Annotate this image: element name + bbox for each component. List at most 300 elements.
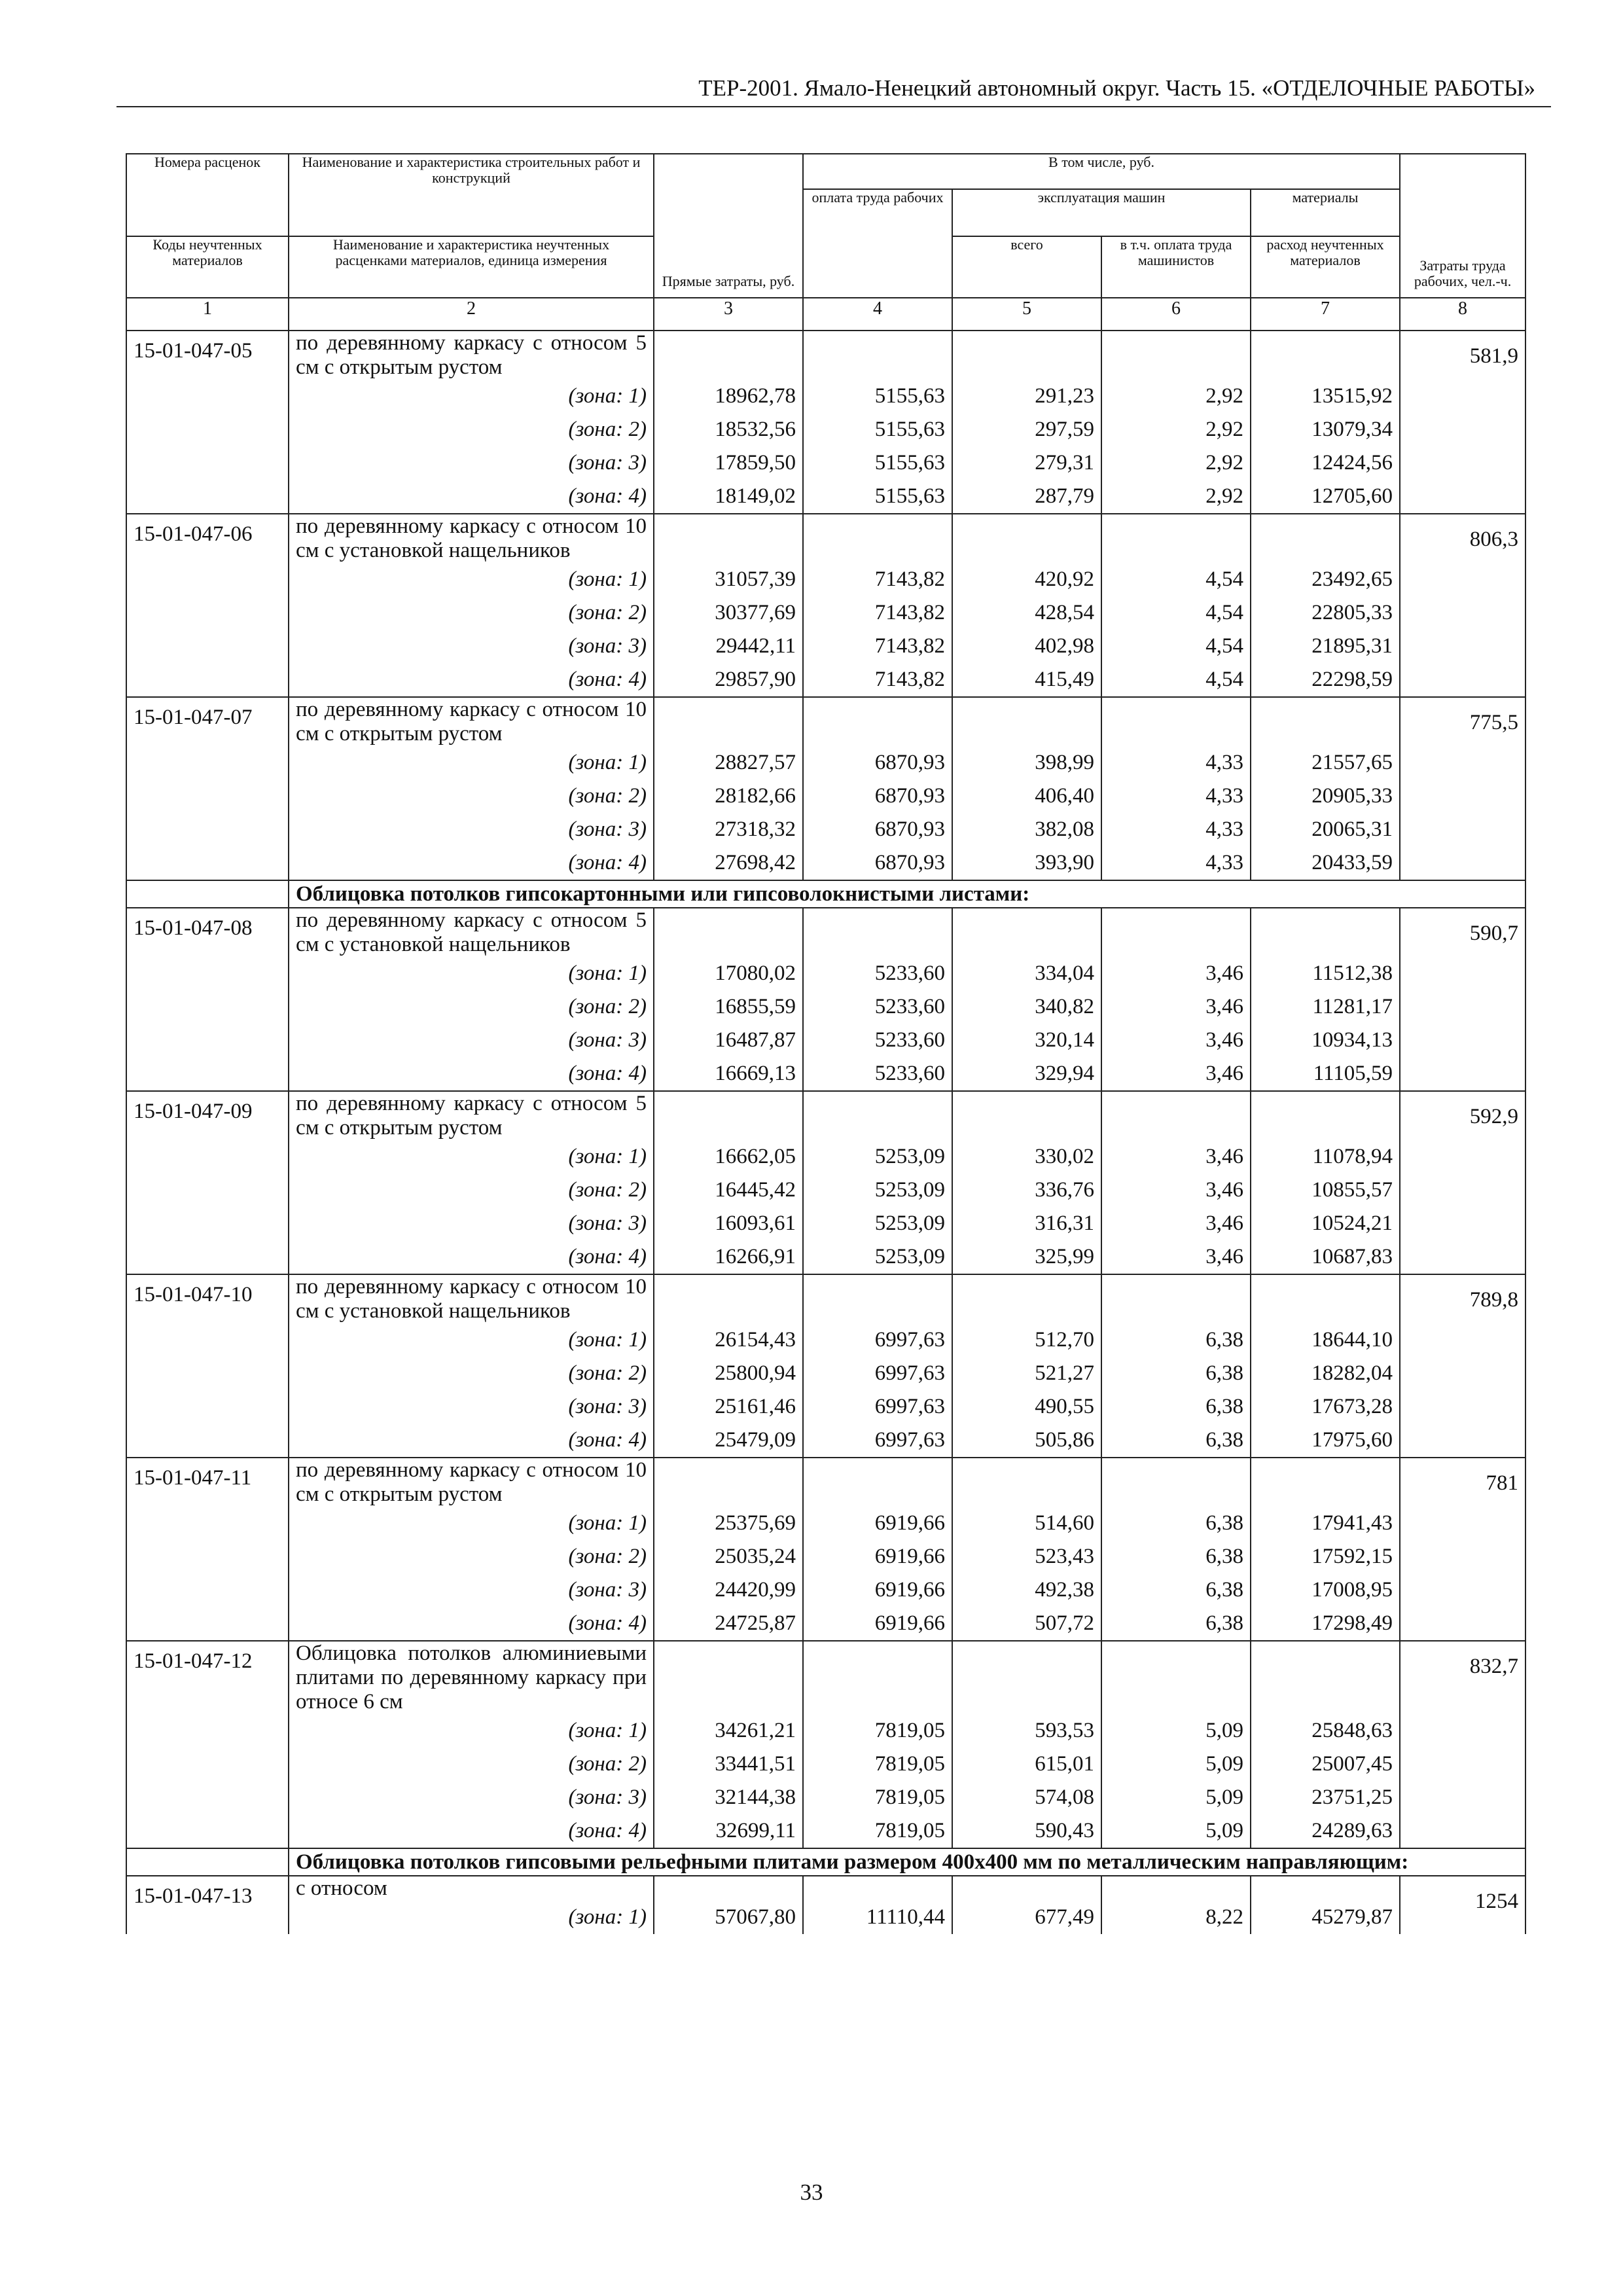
materials-cost: 11105,59 [1251, 1057, 1400, 1091]
column-number: 4 [803, 298, 952, 331]
zone-label: (зона: 4) [289, 1607, 654, 1641]
empty-cell [654, 697, 803, 746]
header-including: В том числе, руб. [803, 154, 1400, 189]
materials-cost: 17941,43 [1251, 1507, 1400, 1540]
machines-cost: 415,49 [952, 663, 1101, 697]
direct-cost: 34261,21 [654, 1714, 803, 1748]
header-materials: материалы [1251, 189, 1400, 236]
machinists-cost: 3,46 [1101, 1140, 1251, 1174]
direct-cost: 17859,50 [654, 446, 803, 480]
machinists-cost: 4,54 [1101, 663, 1251, 697]
wages-cost: 5155,63 [803, 380, 952, 413]
direct-cost: 26154,43 [654, 1323, 803, 1357]
rate-row [126, 697, 1525, 746]
machines-cost: 677,49 [952, 1901, 1101, 1934]
header-col3: Прямые затраты, руб. [654, 154, 803, 298]
zone-label: (зона: 2) [289, 780, 654, 813]
wages-cost: 6919,66 [803, 1573, 952, 1607]
machines-cost: 320,14 [952, 1024, 1101, 1057]
materials-cost: 23751,25 [1251, 1781, 1400, 1814]
empty-cell [1251, 1274, 1400, 1323]
rate-name: по деревянному каркасу с относом 5 см с открытым рустом [289, 1091, 654, 1140]
direct-cost: 18962,78 [654, 380, 803, 413]
machinists-cost: 6,38 [1101, 1424, 1251, 1458]
machines-cost: 297,59 [952, 413, 1101, 446]
machinists-cost: 2,92 [1101, 413, 1251, 446]
machines-cost: 334,04 [952, 957, 1101, 990]
zone-label: (зона: 2) [289, 1540, 654, 1573]
empty-cell [1101, 697, 1251, 746]
machines-cost: 291,23 [952, 380, 1101, 413]
wages-cost: 5233,60 [803, 1057, 952, 1091]
materials-cost: 24289,63 [1251, 1814, 1400, 1848]
header-row-1 [126, 154, 1525, 189]
empty-cell [803, 1876, 952, 1901]
materials-cost: 10855,57 [1251, 1174, 1400, 1207]
wages-cost: 6919,66 [803, 1607, 952, 1641]
empty-cell [952, 1641, 1101, 1714]
labor-cost: 1254 [1400, 1876, 1525, 1934]
machinists-cost: 6,38 [1101, 1357, 1251, 1390]
wages-cost: 6919,66 [803, 1540, 952, 1573]
materials-cost: 10524,21 [1251, 1207, 1400, 1240]
wages-cost: 7819,05 [803, 1714, 952, 1748]
column-number: 3 [654, 298, 803, 331]
zone-row [126, 1748, 1525, 1781]
machinists-cost: 3,46 [1101, 1240, 1251, 1274]
machines-cost: 329,94 [952, 1057, 1101, 1091]
materials-cost: 17008,95 [1251, 1573, 1400, 1607]
wages-cost: 5253,09 [803, 1140, 952, 1174]
direct-cost: 30377,69 [654, 596, 803, 630]
rate-row [126, 1091, 1525, 1140]
machines-cost: 521,27 [952, 1357, 1101, 1390]
direct-cost: 16487,87 [654, 1024, 803, 1057]
empty-cell [654, 1876, 803, 1901]
empty-cell [1101, 1458, 1251, 1507]
rate-row [126, 908, 1525, 957]
zone-row [126, 780, 1525, 813]
zone-row [126, 813, 1525, 846]
wages-cost: 5253,09 [803, 1174, 952, 1207]
direct-cost: 28182,66 [654, 780, 803, 813]
header-col2-bottom: Наименование и характеристика неучтенных расценками материалов, единица измерения [289, 236, 654, 298]
zone-label: (зона: 2) [289, 413, 654, 446]
empty-cell [654, 908, 803, 957]
zone-row [126, 1357, 1525, 1390]
materials-cost: 21557,65 [1251, 746, 1400, 780]
materials-cost: 22805,33 [1251, 596, 1400, 630]
machinists-cost: 4,33 [1101, 846, 1251, 880]
direct-cost: 25375,69 [654, 1507, 803, 1540]
column-number: 6 [1101, 298, 1251, 331]
materials-cost: 12424,56 [1251, 446, 1400, 480]
wages-cost: 7819,05 [803, 1814, 952, 1848]
wages-cost: 6997,63 [803, 1424, 952, 1458]
materials-cost: 20905,33 [1251, 780, 1400, 813]
empty-cell [1101, 1274, 1251, 1323]
direct-cost: 16093,61 [654, 1207, 803, 1240]
rate-code: 15-01-047-11 [126, 1458, 289, 1641]
zone-label: (зона: 4) [289, 663, 654, 697]
direct-cost: 24725,87 [654, 1607, 803, 1641]
direct-cost: 57067,80 [654, 1901, 803, 1934]
header-col6: в т.ч. оплата труда машинистов [1101, 236, 1251, 298]
machinists-cost: 4,54 [1101, 596, 1251, 630]
wages-cost: 7143,82 [803, 663, 952, 697]
empty-cell [803, 1274, 952, 1323]
machinists-cost: 2,92 [1101, 446, 1251, 480]
wages-cost: 7143,82 [803, 630, 952, 663]
direct-cost: 32699,11 [654, 1814, 803, 1848]
machines-cost: 279,31 [952, 446, 1101, 480]
zone-label: (зона: 3) [289, 1207, 654, 1240]
column-number: 8 [1400, 298, 1525, 331]
empty-cell [1251, 1091, 1400, 1140]
rate-name: Облицовка потолков алюминиевыми плитами по деревянному каркасу при относе 6 см [289, 1641, 654, 1714]
zone-row [126, 596, 1525, 630]
machines-cost: 402,98 [952, 630, 1101, 663]
zone-row [126, 1714, 1525, 1748]
labor-cost: 590,7 [1400, 908, 1525, 1091]
empty-cell [1251, 1458, 1400, 1507]
empty-cell [1101, 1091, 1251, 1140]
wages-cost: 5233,60 [803, 1024, 952, 1057]
direct-cost: 28827,57 [654, 746, 803, 780]
rate-code: 15-01-047-13 [126, 1876, 289, 1934]
zone-label: (зона: 1) [289, 957, 654, 990]
wages-cost: 6870,93 [803, 813, 952, 846]
machinists-cost: 4,54 [1101, 563, 1251, 596]
materials-cost: 17592,15 [1251, 1540, 1400, 1573]
empty-cell [952, 1274, 1101, 1323]
materials-cost: 45279,87 [1251, 1901, 1400, 1934]
machines-cost: 330,02 [952, 1140, 1101, 1174]
machinists-cost: 3,46 [1101, 1024, 1251, 1057]
zone-row [126, 1814, 1525, 1848]
machinists-cost: 6,38 [1101, 1507, 1251, 1540]
machines-cost: 590,43 [952, 1814, 1101, 1848]
machinists-cost: 8,22 [1101, 1901, 1251, 1934]
machinists-cost: 4,54 [1101, 630, 1251, 663]
empty-cell [952, 1091, 1101, 1140]
header-col2-top: Наименование и характеристика строительных работ и конструкций [289, 154, 654, 236]
section-title: Облицовка потолков гипсовыми рельефными плитами размером 400х400 мм по металлическим направляющим: [289, 1848, 1525, 1876]
section-row [126, 880, 1525, 908]
machines-cost: 420,92 [952, 563, 1101, 596]
empty-cell [952, 514, 1101, 563]
zone-label: (зона: 1) [289, 380, 654, 413]
empty-cell [654, 1641, 803, 1714]
zone-label: (зона: 4) [289, 480, 654, 514]
zone-row [126, 663, 1525, 697]
direct-cost: 27698,42 [654, 846, 803, 880]
zone-label: (зона: 4) [289, 1240, 654, 1274]
rate-code: 15-01-047-07 [126, 697, 289, 880]
zone-label: (зона: 2) [289, 1174, 654, 1207]
materials-cost: 13515,92 [1251, 380, 1400, 413]
zone-row [126, 1024, 1525, 1057]
zone-row [126, 1390, 1525, 1424]
wages-cost: 5233,60 [803, 957, 952, 990]
zone-row [126, 1174, 1525, 1207]
zone-row [126, 1901, 1525, 1934]
machines-cost: 514,60 [952, 1507, 1101, 1540]
zone-label: (зона: 4) [289, 1424, 654, 1458]
zone-label: (зона: 2) [289, 1748, 654, 1781]
empty-cell [1251, 1641, 1400, 1714]
column-number-row [126, 298, 1525, 331]
materials-cost: 20065,31 [1251, 813, 1400, 846]
machines-cost: 325,99 [952, 1240, 1101, 1274]
wages-cost: 6870,93 [803, 746, 952, 780]
zone-label: (зона: 2) [289, 990, 654, 1024]
zone-row [126, 446, 1525, 480]
rate-row [126, 1876, 1525, 1901]
materials-cost: 20433,59 [1251, 846, 1400, 880]
zone-label: (зона: 3) [289, 630, 654, 663]
header-col1-top: Номера расценок [126, 154, 289, 236]
materials-cost: 13079,34 [1251, 413, 1400, 446]
rate-name: по деревянному каркасу с относом 5 см с открытым рустом [289, 331, 654, 380]
labor-cost: 789,8 [1400, 1274, 1525, 1458]
zone-row [126, 413, 1525, 446]
empty-cell [1251, 331, 1400, 380]
machinists-cost: 6,38 [1101, 1540, 1251, 1573]
rate-code: 15-01-047-12 [126, 1641, 289, 1848]
machinists-cost: 5,09 [1101, 1814, 1251, 1848]
direct-cost: 33441,51 [654, 1748, 803, 1781]
machines-cost: 336,76 [952, 1174, 1101, 1207]
machinists-cost: 5,09 [1101, 1781, 1251, 1814]
empty-cell [952, 1458, 1101, 1507]
header-machines: эксплуатация машин [952, 189, 1251, 236]
direct-cost: 25161,46 [654, 1390, 803, 1424]
machinists-cost: 3,46 [1101, 1057, 1251, 1091]
labor-cost: 781 [1400, 1458, 1525, 1641]
zone-row [126, 746, 1525, 780]
empty-cell [1101, 908, 1251, 957]
empty-cell [654, 331, 803, 380]
zone-row [126, 990, 1525, 1024]
empty-cell [1251, 697, 1400, 746]
labor-cost: 581,9 [1400, 331, 1525, 514]
empty-cell [1101, 514, 1251, 563]
zone-row [126, 480, 1525, 514]
zone-row [126, 630, 1525, 663]
wages-cost: 7819,05 [803, 1781, 952, 1814]
direct-cost: 29442,11 [654, 630, 803, 663]
empty-cell [1251, 514, 1400, 563]
machinists-cost: 5,09 [1101, 1714, 1251, 1748]
direct-cost: 25479,09 [654, 1424, 803, 1458]
direct-cost: 25035,24 [654, 1540, 803, 1573]
wages-cost: 5155,63 [803, 446, 952, 480]
labor-cost: 592,9 [1400, 1091, 1525, 1274]
machines-cost: 393,90 [952, 846, 1101, 880]
labor-cost: 806,3 [1400, 514, 1525, 697]
wages-cost: 11110,44 [803, 1901, 952, 1934]
empty-cell [952, 331, 1101, 380]
rate-row [126, 1274, 1525, 1323]
machinists-cost: 6,38 [1101, 1323, 1251, 1357]
empty-cell [1251, 908, 1400, 957]
zone-label: (зона: 3) [289, 813, 654, 846]
page-number: 33 [800, 2179, 823, 2205]
machinists-cost: 3,46 [1101, 1174, 1251, 1207]
wages-cost: 6997,63 [803, 1323, 952, 1357]
rate-code: 15-01-047-05 [126, 331, 289, 514]
machinists-cost: 6,38 [1101, 1390, 1251, 1424]
materials-cost: 23492,65 [1251, 563, 1400, 596]
rate-row [126, 1458, 1525, 1507]
labor-cost: 832,7 [1400, 1641, 1525, 1848]
machinists-cost: 6,38 [1101, 1607, 1251, 1641]
zone-label: (зона: 2) [289, 596, 654, 630]
zone-row [126, 1424, 1525, 1458]
zone-row [126, 1207, 1525, 1240]
empty-cell [803, 697, 952, 746]
direct-cost: 31057,39 [654, 563, 803, 596]
direct-cost: 32144,38 [654, 1781, 803, 1814]
machines-cost: 505,86 [952, 1424, 1101, 1458]
direct-cost: 16855,59 [654, 990, 803, 1024]
column-number: 2 [289, 298, 654, 331]
rates-table [126, 153, 1526, 1934]
machinists-cost: 4,33 [1101, 813, 1251, 846]
zone-row [126, 1573, 1525, 1607]
zone-label: (зона: 1) [289, 563, 654, 596]
materials-cost: 10687,83 [1251, 1240, 1400, 1274]
zone-label: (зона: 3) [289, 1781, 654, 1814]
zone-row [126, 846, 1525, 880]
empty-cell [1251, 1876, 1400, 1901]
column-number: 5 [952, 298, 1101, 331]
rate-code: 15-01-047-08 [126, 908, 289, 1091]
direct-cost: 16266,91 [654, 1240, 803, 1274]
wages-cost: 5155,63 [803, 413, 952, 446]
direct-cost: 29857,90 [654, 663, 803, 697]
zone-label: (зона: 3) [289, 446, 654, 480]
header-col1-bottom: Коды неучтенных материалов [126, 236, 289, 298]
direct-cost: 16445,42 [654, 1174, 803, 1207]
machines-cost: 512,70 [952, 1323, 1101, 1357]
zone-row [126, 1607, 1525, 1641]
materials-cost: 17673,28 [1251, 1390, 1400, 1424]
machines-cost: 490,55 [952, 1390, 1101, 1424]
labor-cost: 775,5 [1400, 697, 1525, 880]
materials-cost: 17975,60 [1251, 1424, 1400, 1458]
materials-cost: 11078,94 [1251, 1140, 1400, 1174]
wages-cost: 6997,63 [803, 1357, 952, 1390]
direct-cost: 25800,94 [654, 1357, 803, 1390]
empty-cell [654, 1274, 803, 1323]
machinists-cost: 6,38 [1101, 1573, 1251, 1607]
header-col7: расход неучтенных материалов [1251, 236, 1400, 298]
direct-cost: 16662,05 [654, 1140, 803, 1174]
zone-row [126, 563, 1525, 596]
direct-cost: 18532,56 [654, 413, 803, 446]
direct-cost: 27318,32 [654, 813, 803, 846]
machines-cost: 340,82 [952, 990, 1101, 1024]
machinists-cost: 5,09 [1101, 1748, 1251, 1781]
wages-cost: 5155,63 [803, 480, 952, 514]
zone-row [126, 1781, 1525, 1814]
machinists-cost: 3,46 [1101, 990, 1251, 1024]
machines-cost: 523,43 [952, 1540, 1101, 1573]
materials-cost: 17298,49 [1251, 1607, 1400, 1641]
zone-row [126, 957, 1525, 990]
direct-cost: 16669,13 [654, 1057, 803, 1091]
zone-label: (зона: 4) [289, 1057, 654, 1091]
machines-cost: 406,40 [952, 780, 1101, 813]
materials-cost: 21895,31 [1251, 630, 1400, 663]
header-col4: оплата труда рабочих [803, 189, 952, 298]
column-number: 1 [126, 298, 289, 331]
wages-cost: 7819,05 [803, 1748, 952, 1781]
machines-cost: 287,79 [952, 480, 1101, 514]
zone-row [126, 1323, 1525, 1357]
machinists-cost: 3,46 [1101, 957, 1251, 990]
zone-label: (зона: 1) [289, 1507, 654, 1540]
wages-cost: 5253,09 [803, 1240, 952, 1274]
zone-row [126, 1507, 1525, 1540]
wages-cost: 6870,93 [803, 780, 952, 813]
section-spacer [126, 880, 289, 908]
machinists-cost: 2,92 [1101, 480, 1251, 514]
empty-cell [654, 1458, 803, 1507]
wages-cost: 7143,82 [803, 563, 952, 596]
zone-label: (зона: 1) [289, 1140, 654, 1174]
empty-cell [803, 908, 952, 957]
zone-row [126, 1540, 1525, 1573]
rate-code: 15-01-047-06 [126, 514, 289, 697]
materials-cost: 25007,45 [1251, 1748, 1400, 1781]
wages-cost: 6870,93 [803, 846, 952, 880]
wages-cost: 6919,66 [803, 1507, 952, 1540]
direct-cost: 18149,02 [654, 480, 803, 514]
empty-cell [1101, 331, 1251, 380]
rate-code: 15-01-047-09 [126, 1091, 289, 1274]
empty-cell [1101, 1876, 1251, 1901]
running-header [116, 71, 1551, 107]
zone-label: (зона: 1) [289, 1714, 654, 1748]
section-row [126, 1848, 1525, 1876]
materials-cost: 18644,10 [1251, 1323, 1400, 1357]
rate-name: по деревянному каркасу с относом 10 см с установкой нащельников [289, 514, 654, 563]
machines-cost: 615,01 [952, 1748, 1101, 1781]
machines-cost: 428,54 [952, 596, 1101, 630]
section-spacer [126, 1848, 289, 1876]
rate-name: по деревянному каркасу с относом 10 см с открытым рустом [289, 697, 654, 746]
zone-label: (зона: 3) [289, 1024, 654, 1057]
empty-cell [803, 1641, 952, 1714]
zone-label: (зона: 3) [289, 1573, 654, 1607]
materials-cost: 22298,59 [1251, 663, 1400, 697]
column-number: 7 [1251, 298, 1400, 331]
zone-label: (зона: 3) [289, 1390, 654, 1424]
zone-label: (зона: 2) [289, 1357, 654, 1390]
rate-code: 15-01-047-10 [126, 1274, 289, 1458]
materials-cost: 11281,17 [1251, 990, 1400, 1024]
running-title: ТЕР-2001. Ямало-Ненецкий автономный округ. Часть 15. «ОТДЕЛОЧНЫЕ РАБОТЫ» [698, 75, 1535, 101]
materials-cost: 25848,63 [1251, 1714, 1400, 1748]
direct-cost: 24420,99 [654, 1573, 803, 1607]
empty-cell [803, 514, 952, 563]
rate-name: по деревянному каркасу с относом 10 см с установкой нащельников [289, 1274, 654, 1323]
zone-label: (зона: 1) [289, 746, 654, 780]
empty-cell [952, 697, 1101, 746]
